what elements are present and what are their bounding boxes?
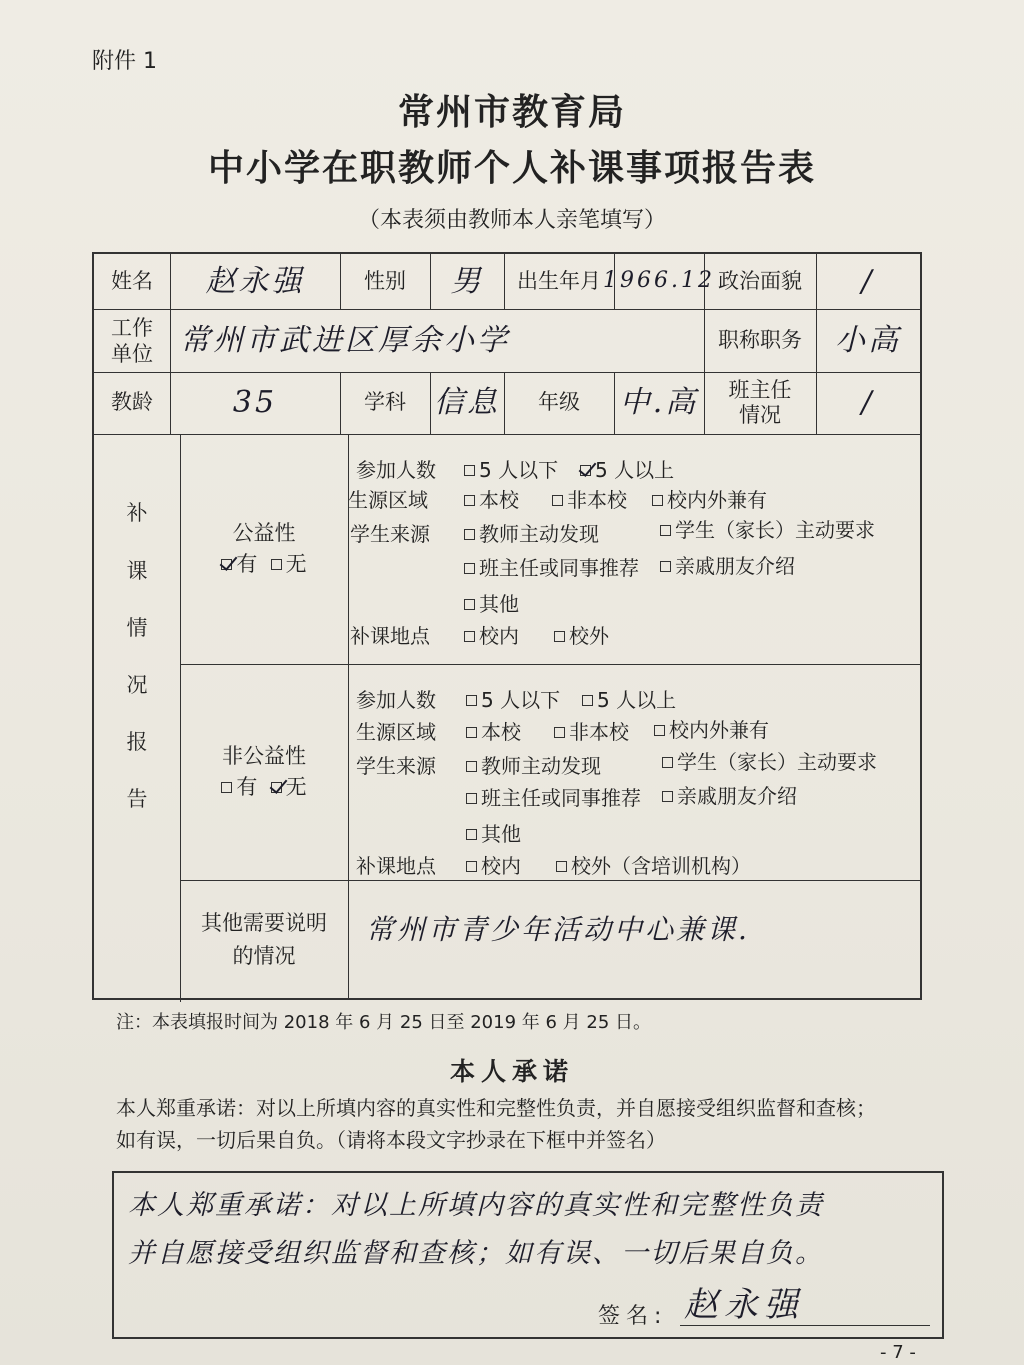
public-area-opt-2[interactable]: 非本校 — [552, 484, 627, 513]
public-count-opt-1[interactable]: 5 人以下 — [464, 454, 558, 483]
nonpublic-yes-checkbox[interactable] — [221, 782, 232, 793]
headteacher-label: 班主任情况 — [728, 377, 792, 427]
headteacher-value: / — [861, 385, 875, 420]
nonpublic-area-label: 生源区域 — [356, 720, 436, 744]
gender-value: 男 — [450, 263, 484, 299]
public-source-opt-3[interactable]: 班主任或同事推荐 — [464, 552, 639, 581]
name-label: 姓名 — [111, 268, 153, 293]
handwritten-line-1: 本人郑重承诺：对以上所填内容的真实性和完整性负责 — [128, 1190, 824, 1221]
report-form-table — [92, 252, 922, 1000]
political-label: 政治面貌 — [718, 268, 802, 293]
public-source-opt-2[interactable]: 学生（家长）主动要求 — [660, 514, 875, 543]
nonpublic-source-opt-3[interactable]: 班主任或同事推荐 — [466, 782, 641, 811]
page-subtitle: （本表须由教师本人亲笔填写） — [357, 208, 666, 233]
other-notes-value: 常州市青少年活动中心兼课. — [366, 913, 750, 947]
nonpublic-place-label: 补课地点 — [356, 854, 436, 878]
public-source-opt-4[interactable]: 亲戚朋友介绍 — [660, 550, 795, 579]
nonpublic-place-opt-2[interactable]: 校外（含培训机构） — [556, 850, 751, 879]
nonpublic-count-label: 参加人数 — [356, 688, 436, 712]
nonpublic-label: 非公益性 — [222, 743, 306, 768]
other-notes-label: 其他需要说明 的情况 — [201, 910, 327, 968]
title-value: 小高 — [835, 322, 901, 358]
public-no-checkbox[interactable] — [271, 559, 282, 570]
workplace-label: 工作单位 — [111, 316, 153, 366]
signature-name: 赵永强 — [684, 1285, 804, 1325]
title-label: 职称职务 — [718, 327, 802, 352]
teaching-years-label: 教龄 — [111, 390, 153, 415]
workplace-value: 常州市武进区厚余小学 — [180, 322, 510, 358]
page-title-line2: 中小学在职教师个人补课事项报告表 — [207, 148, 816, 189]
public-area-label: 生源区域 — [348, 488, 428, 512]
page-number: - 7 - — [880, 1342, 916, 1363]
birth-value: 1966.12 — [603, 268, 715, 294]
form-note: 注：本表填报时间为 2018 年 6 月 25 日至 2019 年 6 月 25 日。 — [116, 1012, 651, 1033]
nonpublic-source-opt-5[interactable]: 其他 — [466, 818, 521, 847]
public-yes-label: 有 — [236, 552, 258, 576]
public-source-opt-1[interactable]: 教师主动发现 — [464, 518, 599, 547]
public-source-label: 学生来源 — [350, 522, 430, 546]
nonpublic-count-opt-2[interactable]: 5 人以上 — [582, 684, 676, 713]
attachment-label: 附件 1 — [92, 49, 157, 74]
grade-value: 中.高 — [619, 385, 699, 420]
nonpublic-no-label: 无 — [285, 775, 307, 799]
nonpublic-area-opt-1[interactable]: 本校 — [466, 716, 521, 745]
public-count-label: 参加人数 — [356, 458, 436, 482]
public-area-opt-1[interactable]: 本校 — [464, 484, 519, 513]
promise-handwritten-box — [112, 1171, 944, 1339]
birth-label: 出生年月 — [517, 268, 601, 293]
nonpublic-yes-label: 有 — [236, 775, 258, 799]
nonpublic-place-opt-1[interactable]: 校内 — [466, 850, 521, 879]
public-source-opt-5[interactable]: 其他 — [464, 588, 519, 617]
promise-text: 本人郑重承诺：对以上所填内容的真实性和完整性负责，并自愿接受组织监督和查核； 如有误，一切后果自负。（请将本段文字抄录在下框中并签名） — [116, 1096, 876, 1152]
public-place-label: 补课地点 — [350, 624, 430, 648]
signature-line — [680, 1325, 930, 1326]
nonpublic-source-opt-4[interactable]: 亲戚朋友介绍 — [662, 780, 797, 809]
nonpublic-source-opt-1[interactable]: 教师主动发现 — [466, 750, 601, 779]
subject-value: 信息 — [434, 385, 500, 420]
subject-label: 学科 — [364, 390, 406, 415]
nonpublic-source-opt-2[interactable]: 学生（家长）主动要求 — [662, 746, 877, 775]
nonpublic-section-label — [180, 664, 348, 880]
public-section-label — [180, 434, 348, 664]
signature-label: 签名: — [598, 1304, 668, 1329]
public-count-opt-2[interactable]: 5 人以上 — [580, 454, 674, 483]
public-no-label: 无 — [285, 552, 307, 576]
public-place-opt-2[interactable]: 校外 — [554, 620, 609, 649]
public-place-opt-1[interactable]: 校内 — [464, 620, 519, 649]
nonpublic-area-opt-3[interactable]: 校内外兼有 — [654, 714, 769, 743]
grade-label: 年级 — [538, 390, 580, 415]
public-area-opt-3[interactable]: 校内外兼有 — [652, 484, 767, 513]
nonpublic-area-opt-2[interactable]: 非本校 — [554, 716, 629, 745]
page-title-line1: 常州市教育局 — [397, 92, 626, 133]
report-side-label: 补 课 情 况 报 告 — [126, 501, 148, 812]
public-label: 公益性 — [232, 520, 296, 545]
political-value: / — [861, 263, 875, 299]
name-value: 赵永强 — [205, 263, 305, 299]
promise-title: 本人承诺 — [449, 1057, 574, 1086]
nonpublic-no-checkbox[interactable] — [271, 782, 282, 793]
public-yes-checkbox[interactable] — [221, 559, 232, 570]
gender-label: 性别 — [364, 268, 406, 293]
handwritten-line-2: 并自愿接受组织监督和查核；如有误、一切后果自负。 — [128, 1238, 824, 1269]
nonpublic-count-opt-1[interactable]: 5 人以下 — [466, 684, 560, 713]
nonpublic-source-label: 学生来源 — [356, 754, 436, 778]
teaching-years-value: 35 — [232, 385, 278, 420]
